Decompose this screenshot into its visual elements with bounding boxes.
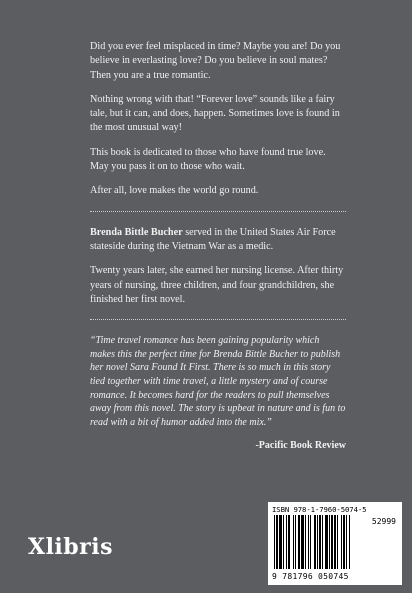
review-source: -Pacific Book Review xyxy=(255,440,346,452)
intro-paragraph-4: After all, love makes the world go round. xyxy=(90,185,259,197)
ean-digits: 9 781796 050745 xyxy=(272,572,349,581)
intro-paragraph-1: Did you ever feel misplaced in time? Maybe you are! Do you believe in everlasting love? Do you believe in soul mates? Then you are a true romantic. xyxy=(90,41,341,81)
author-bio-paragraph-2: Twenty years later, she earned her nursing license. After thirty years of nursing, three children, and four grandchildren, she finished her first novel. xyxy=(90,265,344,305)
dotted-divider xyxy=(90,319,346,320)
intro-paragraph-3: This book is dedicated to those who have found true love. May you pass it on to those who wait. xyxy=(90,146,326,173)
author-bio-paragraph-1 xyxy=(90,226,346,255)
isbn-barcode xyxy=(268,502,402,585)
intro-paragraph-2: Nothing wrong with that! “Forever love” sounds like a fairy tale, but it can, and does, happen. Sometimes love is found in the most unusual way! xyxy=(90,93,340,134)
publisher-logo: Xlibris xyxy=(28,534,114,560)
price-code: 52999 xyxy=(371,517,396,526)
barcode-bars xyxy=(272,515,372,573)
author-bio-text: served in the United States Air Force stateside during the Vietnam War as a medic. xyxy=(90,226,336,252)
isbn-label: ISBN 978-1-7960-5074-5 xyxy=(272,505,367,514)
back-cover-text xyxy=(90,40,346,454)
author-name: Brenda Bittle Bucher xyxy=(90,226,183,238)
dotted-divider xyxy=(90,211,346,212)
review-quote: “Time travel romance has been gaining popularity which makes this the perfect time for Brenda Bittle Bucher to publish her novel Sara Found It First. There is so much in this story tied together with time travel, a little mystery and of course romance. It becomes hard for the readers to pull themselves away from this novel. The story is upbeat in nature and is fun to read with a bit of humor added into the mix.” xyxy=(90,335,346,428)
